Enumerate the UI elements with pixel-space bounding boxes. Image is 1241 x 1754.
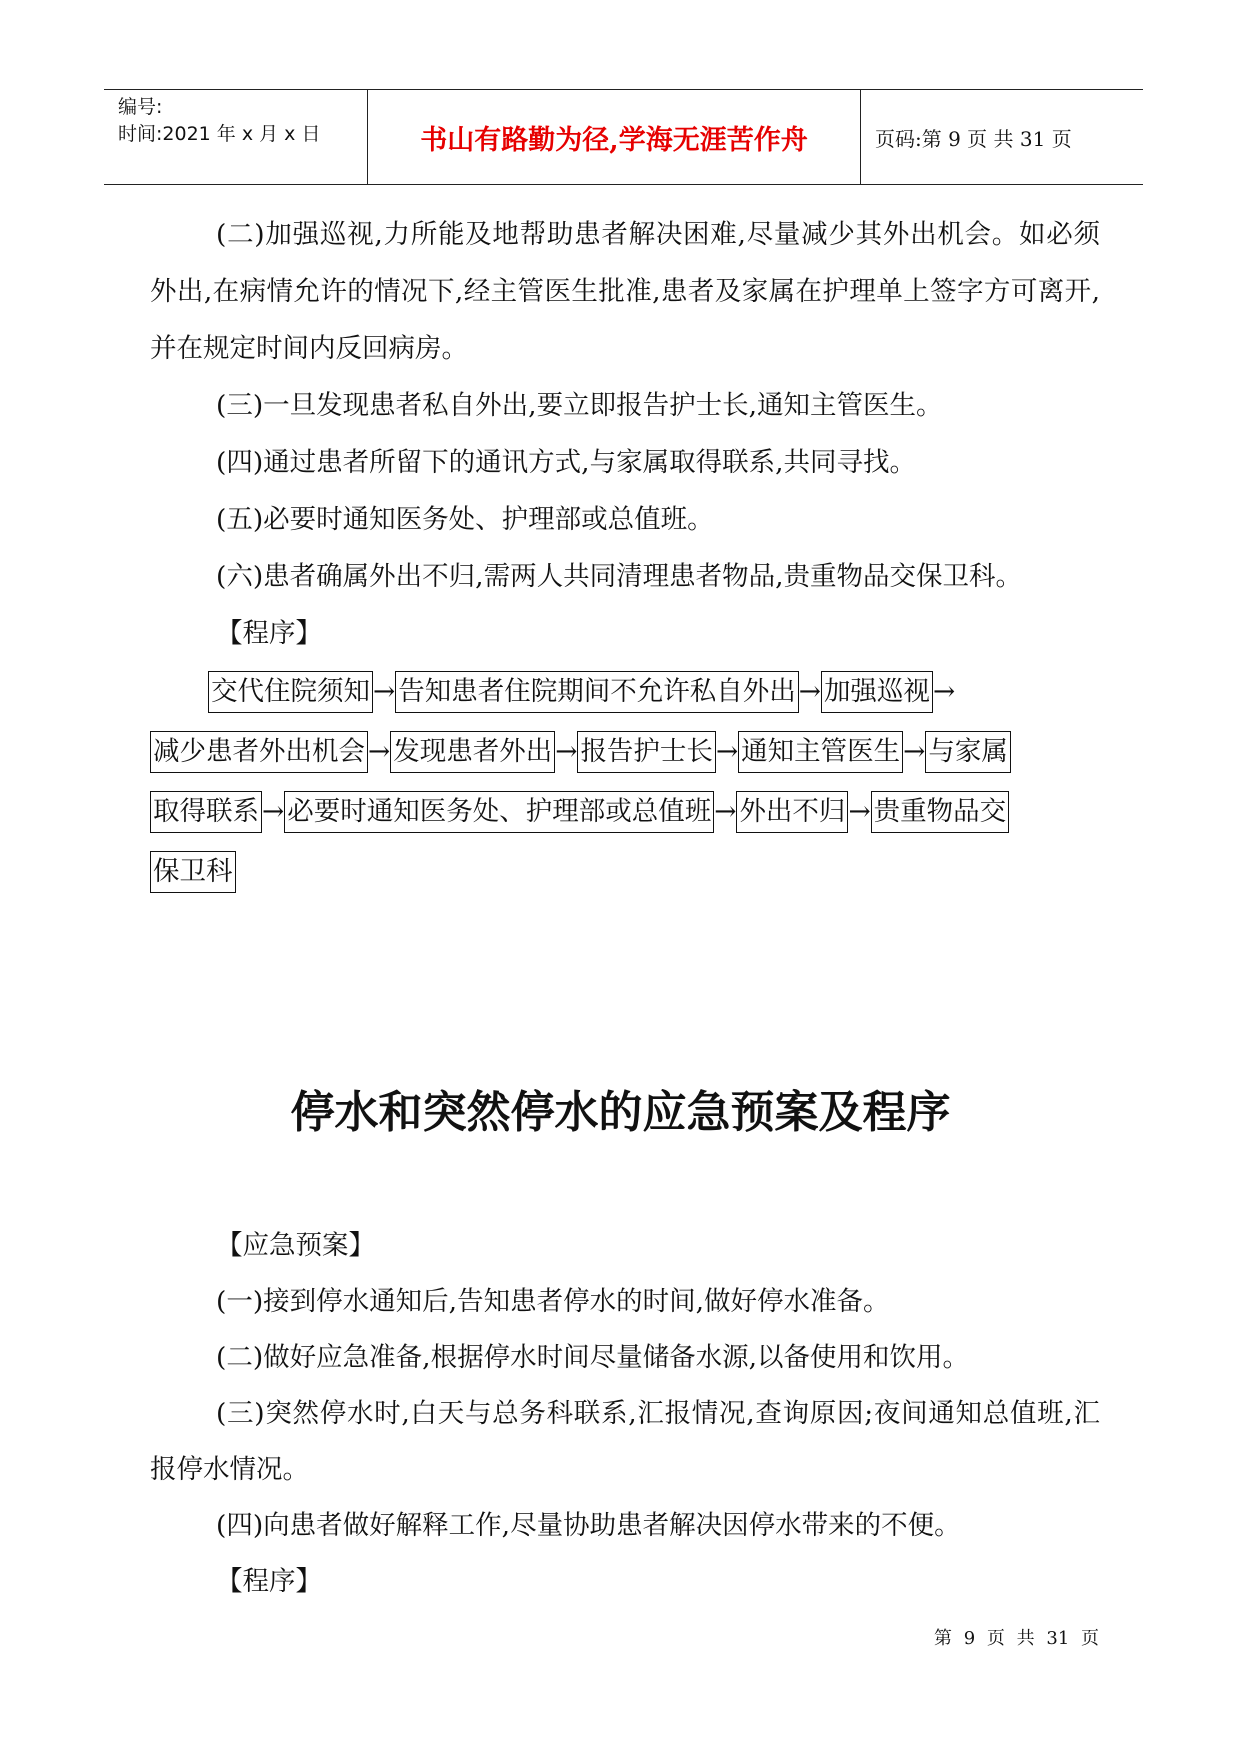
flow-step: 取得联系 xyxy=(150,791,262,833)
paragraph: (五)必要时通知医务处、护理部或总值班。 xyxy=(216,504,714,535)
program-label: 【程序】 xyxy=(216,618,322,649)
paragraph: (四)向患者做好解释工作,尽量协助患者解决因停水带来的不便。 xyxy=(216,1510,961,1541)
flow-line xyxy=(150,842,1100,902)
flow-step: 报告护士长 xyxy=(577,731,716,773)
flow-step: 保卫科 xyxy=(150,851,236,893)
flow-line xyxy=(150,722,1100,782)
flow-step: 减少患者外出机会 xyxy=(150,731,368,773)
flow-step: 告知患者住院期间不允许私自外出 xyxy=(395,671,799,713)
flow-line xyxy=(150,782,1100,842)
flow-step: 通知主管医生 xyxy=(738,731,903,773)
section1-body xyxy=(150,206,1100,902)
arrow-icon: → xyxy=(373,676,396,707)
paragraph: (二)做好应急准备,根据停水时间尽量储备水源,以备使用和饮用。 xyxy=(216,1342,970,1373)
header-page-label: 页码:第 9 页 共 31 页 xyxy=(875,126,1072,151)
flow-step: 加强巡视 xyxy=(821,671,933,713)
flow-step: 发现患者外出 xyxy=(390,731,555,773)
flow-line xyxy=(150,662,1100,722)
paragraph: (四)通过患者所留下的通讯方式,与家属取得联系,共同寻找。 xyxy=(216,447,917,478)
page-header xyxy=(104,89,1143,185)
number-label: 编号: xyxy=(118,96,163,118)
arrow-icon: → xyxy=(848,796,871,827)
arrow-icon: → xyxy=(798,676,821,707)
arrow-icon: → xyxy=(714,796,737,827)
flow-step: 交代住院须知 xyxy=(208,671,373,713)
arrow-icon: → xyxy=(932,676,956,707)
flow-step: 必要时通知医务处、护理部或总值班 xyxy=(284,791,714,833)
paragraph: (三)突然停水时,白天与总务科联系,汇报情况,查询原因;夜间通知总值班,汇报停水情况。 xyxy=(150,1398,1100,1485)
header-meta xyxy=(104,90,368,184)
section-title: 停水和突然停水的应急预案及程序 xyxy=(290,1087,951,1138)
flow-step: 与家属 xyxy=(925,731,1011,773)
plan-label: 【应急预案】 xyxy=(216,1230,375,1261)
arrow-icon: → xyxy=(903,736,926,767)
arrow-icon: → xyxy=(262,796,285,827)
flowchart xyxy=(150,662,1100,902)
flow-step: 贵重物品交 xyxy=(871,791,1010,833)
flow-step: 外出不归 xyxy=(736,791,848,833)
section2-body xyxy=(150,1218,1100,1610)
paragraph: (一)接到停水通知后,告知患者停水的时间,做好停水准备。 xyxy=(216,1286,890,1317)
paragraph: (二)加强巡视,力所能及地帮助患者解决困难,尽量减少其外出机会。如必须外出,在病情允许的情况下,经主管医生批准,患者及家属在护理单上签字方可离开,并在规定时间内反回病房。 xyxy=(150,219,1100,364)
arrow-icon: → xyxy=(368,736,391,767)
program-label: 【程序】 xyxy=(216,1566,322,1597)
paragraph: (六)患者确属外出不归,需两人共同清理患者物品,贵重物品交保卫科。 xyxy=(216,561,1023,592)
paragraph: (三)一旦发现患者私自外出,要立即报告护士长,通知主管医生。 xyxy=(216,390,943,421)
page-footer: 第 9 页 共 31 页 xyxy=(934,1628,1099,1649)
arrow-icon: → xyxy=(555,736,578,767)
arrow-icon: → xyxy=(715,736,739,767)
time-label: 时间:2021 年 x 月 x 日 xyxy=(118,123,321,145)
header-motto: 书山有路勤为径,学海无涯苦作舟 xyxy=(368,90,861,184)
